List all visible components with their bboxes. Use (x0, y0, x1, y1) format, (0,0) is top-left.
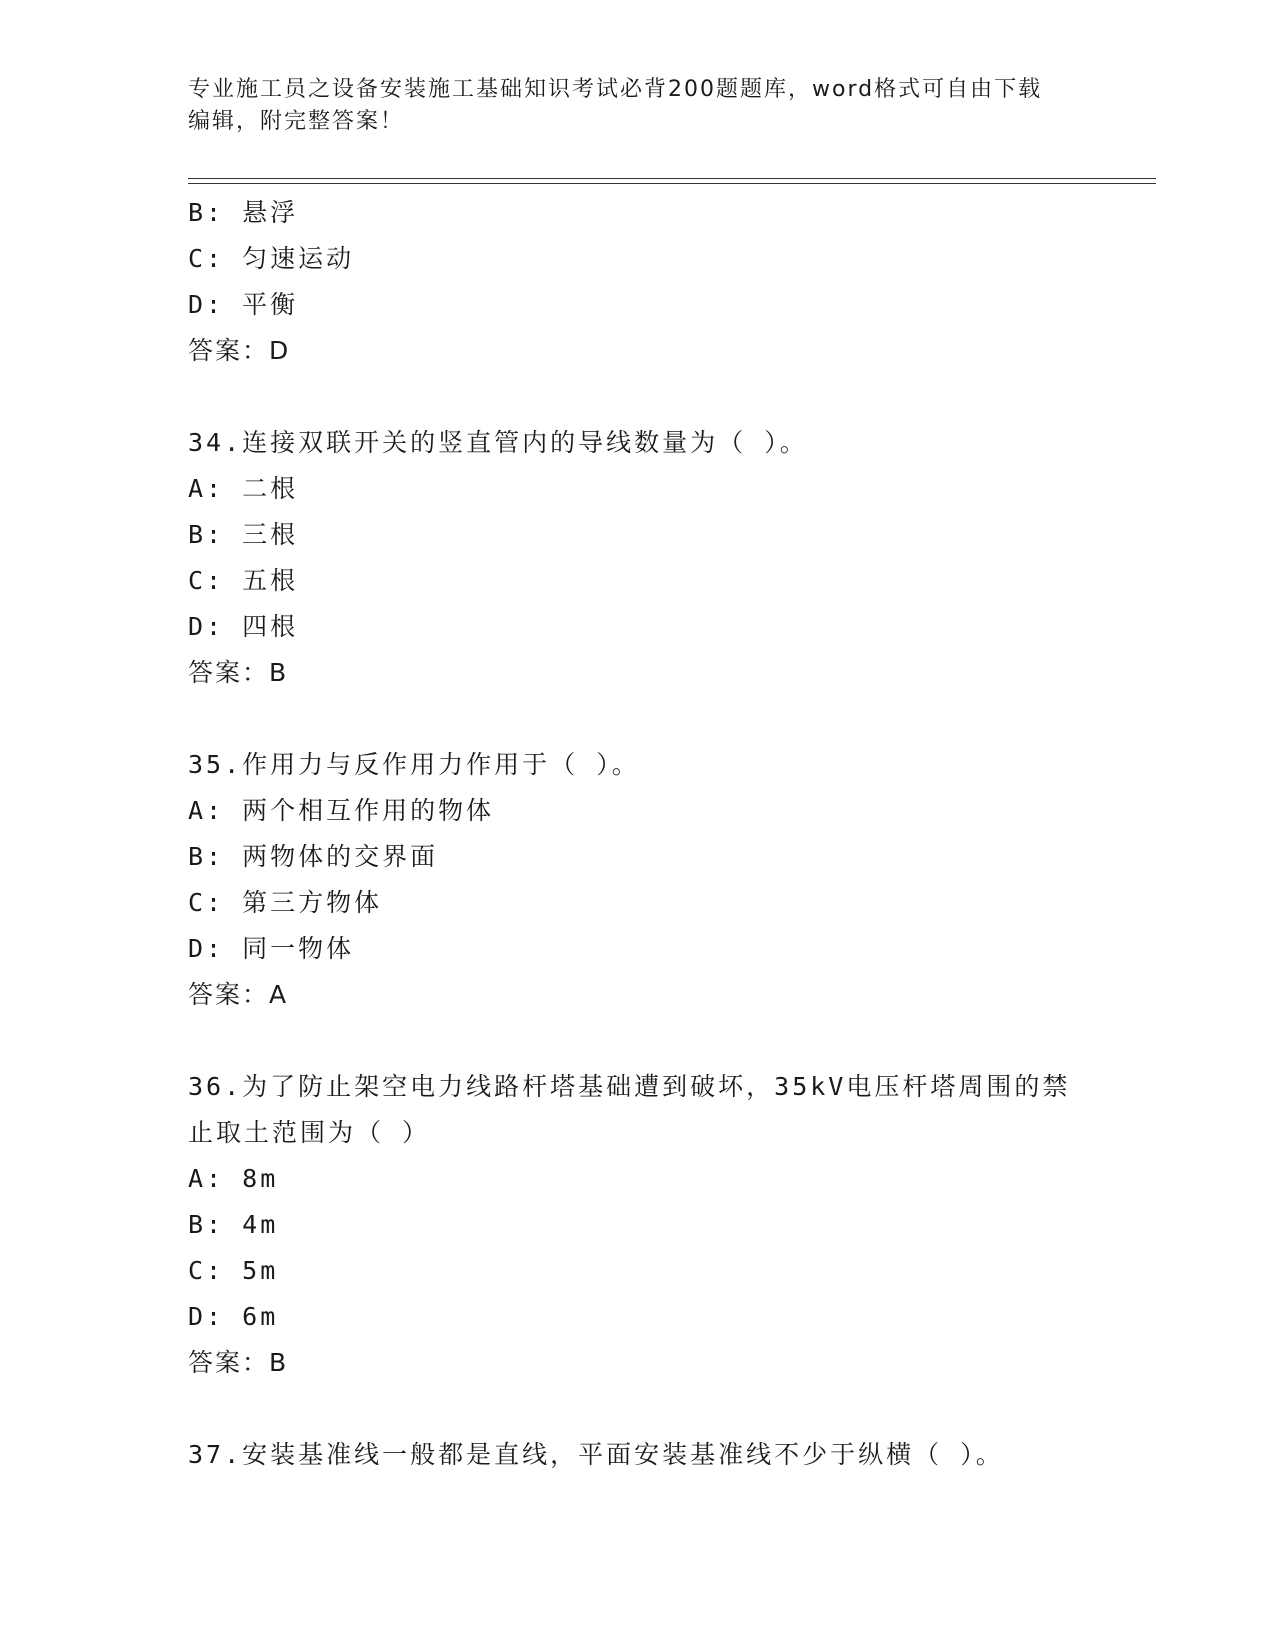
answer: 答案：B (188, 1348, 289, 1377)
option-b: B: 三根 (188, 520, 299, 549)
document-header (188, 74, 1088, 138)
option-d: D: 四根 (188, 612, 299, 641)
answer: 答案：B (188, 658, 289, 687)
header-divider-bottom (188, 183, 1156, 184)
option-a: A: 两个相互作用的物体 (188, 796, 495, 825)
option-d: D: 平衡 (188, 290, 299, 319)
question-list (188, 190, 1088, 1478)
option-c: C: 第三方物体 (188, 888, 383, 917)
option-c: C: 匀速运动 (188, 244, 355, 273)
question-34 (188, 420, 1088, 696)
answer: 答案：A (188, 980, 289, 1009)
question-text: 37.安装基准线一般都是直线，平面安装基准线不少于纵横（ ）。 (188, 1440, 1004, 1469)
header-title-line1: 专业施工员之设备安装施工基础知识考试必背200题题库，word格式可自由下载 (188, 77, 1043, 102)
option-c: C: 5m (188, 1256, 279, 1285)
option-c: C: 五根 (188, 566, 299, 595)
option-b: B: 4m (188, 1210, 279, 1239)
question-text: 34.连接双联开关的竖直管内的导线数量为（ ）。 (188, 428, 808, 457)
question-36 (188, 1064, 1088, 1386)
spacer (188, 696, 1088, 742)
answer: 答案：D (188, 336, 291, 365)
spacer (188, 1386, 1088, 1432)
option-b: B: 悬浮 (188, 198, 299, 227)
question-text: 35.作用力与反作用力作用于（ ）。 (188, 750, 640, 779)
option-a: A: 8m (188, 1164, 279, 1193)
option-d: D: 同一物体 (188, 934, 355, 963)
question-37 (188, 1432, 1088, 1478)
option-d: D: 6m (188, 1302, 279, 1331)
question-33 (188, 190, 1088, 374)
question-text-line2: 止取土范围为（ ） (188, 1118, 431, 1147)
spacer (188, 1018, 1088, 1064)
question-text-line1: 36.为了防止架空电力线路杆塔基础遭到破坏，35kV电压杆塔周围的禁 (188, 1072, 1071, 1101)
question-35 (188, 742, 1088, 1018)
header-divider-top (188, 178, 1156, 179)
option-a: A: 二根 (188, 474, 299, 503)
header-title-line2: 编辑，附完整答案！ (188, 109, 405, 134)
spacer (188, 374, 1088, 420)
option-b: B: 两物体的交界面 (188, 842, 439, 871)
